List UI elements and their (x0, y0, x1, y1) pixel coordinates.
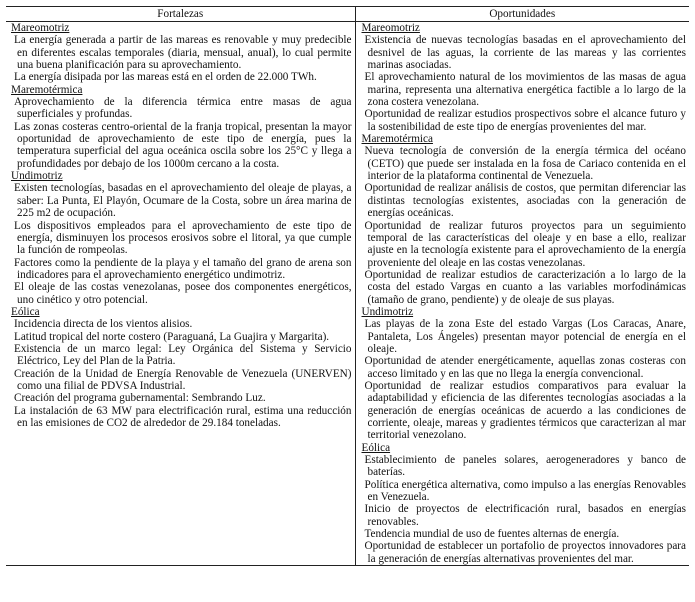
section-title: Mareomotriz (11, 22, 70, 34)
list-item: Inicio de proyectos de electrificación rural, basados en energías renovables. (364, 503, 686, 528)
list-item: La instalación de 63 MW para electrificación rural, estima una reducción en las emisiones de CO2 de alrededor de 29.184 toneladas. (14, 404, 352, 429)
section-title: Mareomotriz (361, 22, 420, 34)
list-item: Creación del programa gubernamental: Sembrando Luz. (14, 392, 266, 405)
list-item: Existencia de nuevas tecnologías basadas en el aprovechamiento del desnivel de las aguas, la corriente de las mareas y las corrientes marinas asociadas. (364, 34, 686, 72)
strengths-header: Fortalezas (6, 7, 355, 22)
section-title: Maremotérmica (361, 133, 433, 146)
strengths-column (6, 22, 355, 566)
list-item: Oportunidad de atender energéticamente, aquellas zonas costeras con acceso limitado y en las que no llega la energía convencional. (364, 355, 686, 380)
section-title: Eólica (361, 441, 391, 454)
list-item: Incidencia directa de los vientos alisios. (14, 318, 193, 331)
opportunities-header: Oportunidades (355, 7, 689, 22)
list-item: Oportunidad de realizar estudios prospectivos sobre el alcance futuro y la sostenibilidad de este tipo de energías provenientes del mar. (364, 108, 686, 133)
list-item: Política energética alternativa, como impulso a las energías Renovables en Venezuela. (364, 478, 686, 504)
list-item: Nueva tecnología de conversión de la energía térmica del océano (CETO) que puede ser instalada en la fosa de Cariaco contenida en el interior de la plataforma continental de Venezuela. (364, 145, 686, 183)
list-item: Oportunidad de realizar estudios de caracterización a lo largo de la costa del estado Vargas en cuanto a las variables morfodinámicas (tamaño de grano, pendiente) y de oleaje de sus playas. (364, 268, 686, 306)
section-title: Eólica (11, 305, 40, 318)
opportunities-column (355, 22, 689, 566)
list-item: Tendencia mundial de uso de fuentes alternas de energía. (364, 528, 620, 541)
list-item: El aprovechamiento natural de los movimientos de las masas de agua marina, representa una alternativa energética factible a lo largo de la zona costera venezolana. (364, 71, 686, 109)
list-item: Los dispositivos empleados para el aprovechamiento de este tipo de energía, disminuyen los procesos erosivos sobre el litoral, ya que cumple la función de rompeolas. (14, 219, 352, 257)
list-item: Aprovechamiento de la diferencia térmica entre masas de agua superficiales y profundas. (14, 96, 352, 121)
content-row (6, 22, 689, 566)
section-title: Undimotriz (11, 170, 63, 183)
list-item: Factores como la pendiente de la playa y el tamaño del grano de arena son indicadores para el aprovechamiento energético undimotriz. (14, 256, 352, 281)
list-item: Existen tecnologías, basadas en el aprovechamiento del oleaje de playas, a saber: La Punta, El Playón, Ocumare de la Costa, sobre un área marina de 225 m2 de ocupación. (14, 182, 352, 220)
list-item: Establecimiento de paneles solares, aerogeneradores y banco de baterías. (364, 454, 686, 479)
list-item: El oleaje de las costas venezolanas, posee dos componentes energéticos, uno cinético y otro potencial. (14, 281, 352, 306)
list-item: Oportunidad de establecer un portafolio de proyectos innovadores para la generación de energías alternativas provenientes del mar. (364, 540, 686, 565)
list-item: Creación de la Unidad de Energía Renovable de Venezuela (UNERVEN) como una filial de PDVSA Industrial. (14, 367, 352, 392)
swot-table (6, 6, 689, 566)
list-item: Existencia de un marco legal: Ley Orgánica del Sistema y Servicio Eléctrico, Ley del Plan de la Patria. (14, 342, 352, 368)
list-item: La energía generada a partir de las mareas es renovable y muy predecible en diferentes escalas temporales (diaria, mensual, anual), lo cual permite una buena planificación para su aprovechamiento. (14, 34, 352, 72)
list-item: Latitud tropical del norte costero (Paraguaná, La Guajira y Margarita). (14, 330, 330, 343)
section-title: Maremotérmica (11, 83, 83, 96)
list-item: Oportunidad de realizar análisis de costos, que permitan diferenciar las distintas tecnologías existentes, asociadas con la generación de energías oceánicas. (364, 182, 686, 220)
list-item: Oportunidad de realizar futuros proyectos para un seguimiento temporal de las características del oleaje y en base a ello, realizar ajuste en la tecnología existente para el aprovechamiento de la energía proveniente del oleaje en las costas venezolanas. (364, 219, 686, 269)
list-item: Las zonas costeras centro-oriental de la franja tropical, presentan la mayor oportunidad de aprovechamiento de este tipo de energía, pues la temperatura superficial del agua oceánica oscila sobre los 25°C y llega a profundidades por debajo de los 1000m cercano a la costa. (14, 120, 352, 170)
list-item: La energía disipada por las mareas está en el orden de 22.000 TWh. (14, 71, 317, 84)
list-item: Oportunidad de realizar estudios comparativos para evaluar la adaptabilidad y eficiencia de las diferentes tecnologías asociadas a la generación de energías oceánicas de acuerdo a las condiciones de corriente, oleaje, mareas y gradientes térmicos que caracterizan al mar territorial venezolano. (364, 379, 686, 442)
header-row (6, 7, 689, 22)
section-title: Undimotriz (361, 305, 414, 318)
list-item: Las playas de la zona Este del estado Vargas (Los Caracas, Anare, Pantaleta, Los Ángeles) presentan mayor potencial de energía en el oleaje. (364, 318, 686, 355)
